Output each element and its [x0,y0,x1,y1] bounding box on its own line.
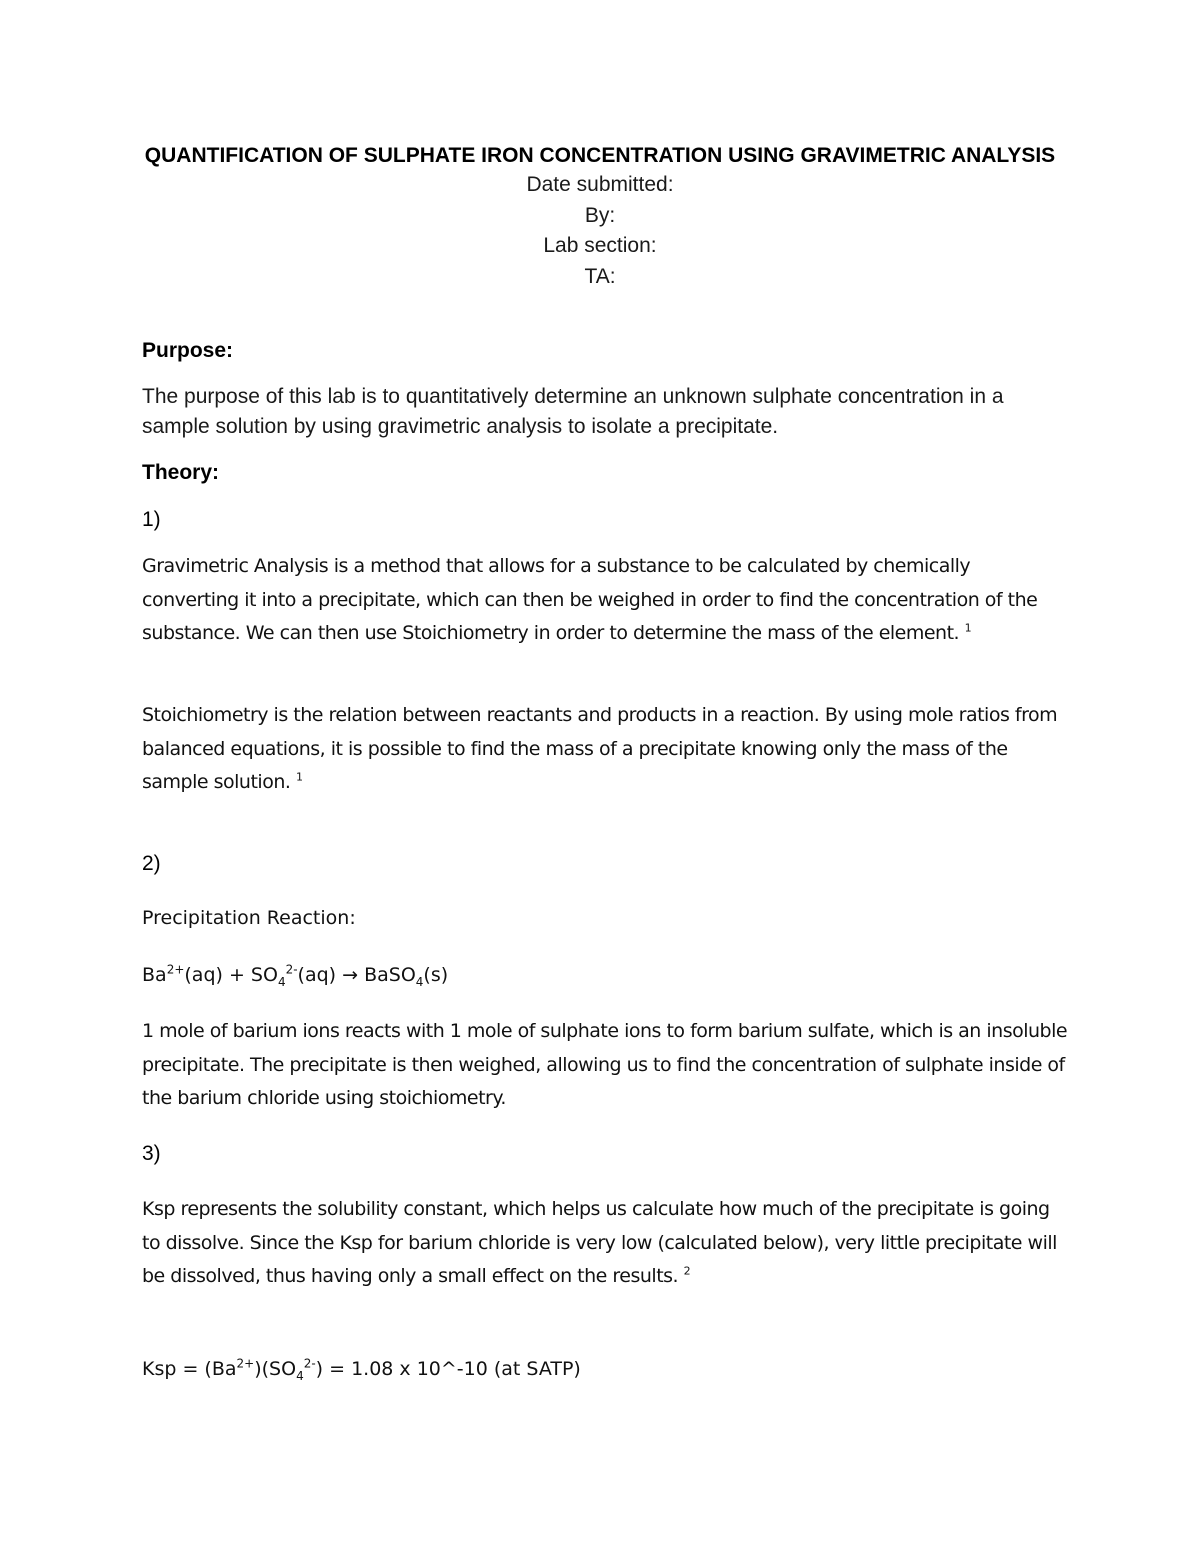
ksp-equation [142,1356,581,1383]
theory-heading: Theory: [142,461,220,484]
ksp-mid: )(SO [254,1358,297,1380]
ksp-text: Ksp represents the solubility constant, which helps us calculate how much of the precipitate is going to dissolve. Since the Ksp for barium chloride is very low (calculated below), very little precipitate will be dissolved, thus having only a small effect on the results. [142,1198,1057,1287]
citation-ref: 2 [683,1264,691,1278]
eq-so-subscript: 4 [277,974,286,989]
stoichiometry-paragraph [142,699,1072,800]
gravimetric-paragraph [142,550,1072,651]
citation-ref: 1 [964,621,972,635]
ksp-paragraph [142,1193,1072,1294]
precipitation-reaction-label: Precipitation Reaction: [142,907,356,929]
mole-ratio-paragraph: 1 mole of barium ions reacts with 1 mole of sulphate ions to form barium sulfate, which is an insoluble precipitate. The precipitate is then weighed, allowing us to find the concentration of sulphate inside of the barium chloride using stoichiometry. [142,1020,1068,1109]
purpose-heading: Purpose: [142,339,234,362]
eq-state: (s) [423,964,449,986]
purpose-text: The purpose of this lab is to quantitatively determine an unknown sulphate concentration in a sample solution by using gravimetric analysis to isolate a precipitate. [142,385,1004,438]
ksp-so-subscript: 4 [296,1368,304,1383]
eq-so-charge: 2- [285,962,298,977]
section-2-number: 2) [142,852,161,875]
ksp-ba-charge: 2+ [236,1356,255,1371]
document-title: QUANTIFICATION OF SULPHATE IRON CONCENTRATION USING GRAVIMETRIC ANALYSIS [144,144,1056,167]
citation-ref: 1 [295,770,303,784]
ksp-prefix: Ksp = (Ba [142,1358,237,1380]
section-3-number: 3) [142,1142,161,1165]
stoichiometry-text: Stoichiometry is the relation between reactants and products in a reaction. By using mole ratios from balanced equations, it is possible to find the mass of a precipitate knowing only the mass of the sample solution. [142,704,1058,793]
precipitation-equation [142,962,449,989]
eq-plus-so: (aq) + SO [184,964,278,986]
ksp-suffix: ) = 1.08 x 10^-10 (at SATP) [315,1358,581,1380]
ksp-so-charge: 2- [303,1356,316,1371]
eq-product-subscript: 4 [415,974,424,989]
ta-label: TA: [584,264,616,288]
lab-section-label: Lab section: [543,234,657,257]
document-header [130,141,1070,292]
gravimetric-text: Gravimetric Analysis is a method that allows for a substance to be calculated by chemically converting it into a precipitate, which can then be weighed in order to find the concentration of the substance. We can then use Stoichiometry in order to determine the mass of the element. [142,555,1038,644]
section-1-number: 1) [142,508,161,531]
by-label: By: [584,203,616,227]
eq-ba-charge: 2+ [166,962,185,977]
eq-ba: Ba [142,964,167,986]
eq-arrow-part: (aq) → BaSO [297,964,416,986]
date-submitted-label: Date submitted: [526,173,674,196]
